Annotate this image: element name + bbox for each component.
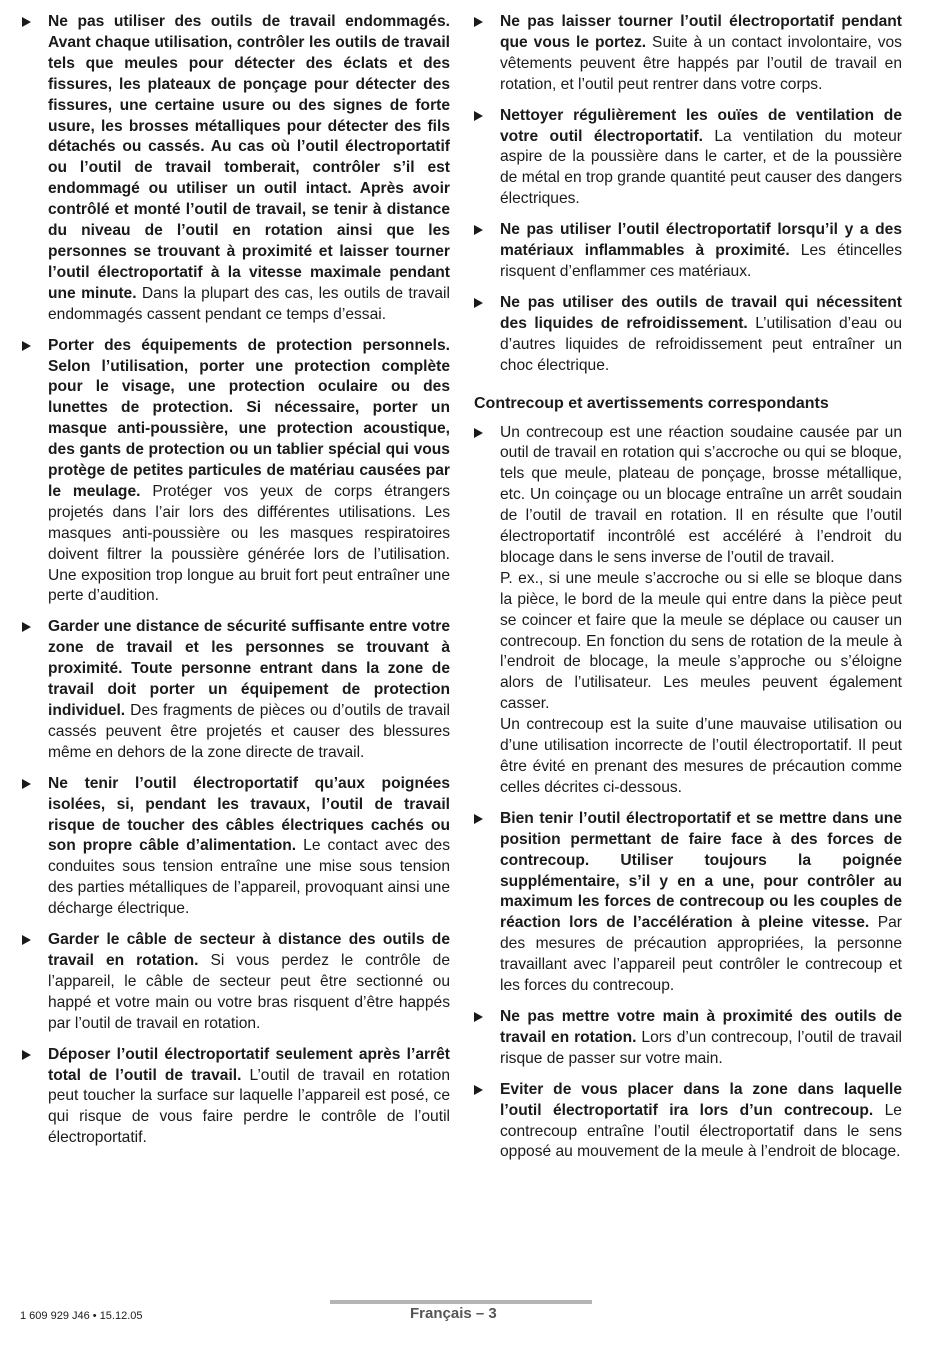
item-bold-text: Bien tenir l’outil électroportatif et se mettre dans une position permettant de faire face à des forces de contrecoup. Utiliser toujours la poignée supplémentaire, s’il y en a une, pour contrôler au maximum les forces de contrecoup ou les couples de réaction lors de l’accélération à pleine vitesse.	[500, 809, 902, 932]
list-item	[20, 336, 450, 608]
item-normal-text: Le contact avec des conduites sous tension entraîne une mise sous tension des parties métalliques de l’appareil, provoquant ainsi une décharge électrique.	[48, 837, 450, 918]
item-normal-text: Si vous perdez le contrôle de l’appareil, le câble de secteur peut être sectionné ou happé et votre main ou votre bras risquent d’être happés par l’outil de travail en rotation.	[48, 951, 450, 1032]
bullet-icon	[22, 622, 31, 632]
item-normal-text: Protéger vos yeux de corps étrangers projetés dans l’air lors des différentes utilisations. Les masques anti-poussière ou les masques respiratoires doivent filtrer la poussière générée lors de l’utilisation. Une exposition trop longue au bruit fort peut entraîner une perte d’audition.	[48, 482, 450, 605]
right-column	[472, 12, 902, 1173]
bullet-icon	[474, 814, 483, 824]
list-item	[20, 1045, 450, 1150]
kickback-paragraph: P. ex., si une meule s’accroche ou si elle se bloque dans la pièce, le bord de la meule qui entre dans la pièce peut se coincer et faire que la meule se déplace ou causer un contrecoup. En fonction du sens de rotation de la meule à l’endroit de blocage, la meule s’approche ou s’éloigne alors de l’utilisateur. Les meules peuvent également casser.	[500, 569, 902, 713]
list-item	[472, 809, 902, 997]
item-bold-text: Ne tenir l’outil électroportatif qu’aux poignées isolées, si, pendant les travaux, l’outil de travail risque de toucher des câbles électriques cachés ou son propre câble d’alimentation.	[48, 774, 450, 855]
list-item	[20, 617, 450, 763]
list-item	[472, 423, 902, 799]
item-bold-text: Ne pas utiliser l’outil électroportatif lorsqu’il y a des matériaux inflammables à proximité.	[500, 221, 902, 260]
item-normal-text: Par des mesures de précaution appropriées, la personne travaillant avec l’appareil peut contrôler le contrecoup et les forces du contrecoup.	[500, 914, 902, 995]
section-heading: Contrecoup et avertissements correspondants	[474, 394, 829, 412]
bullet-icon	[474, 428, 483, 438]
list-item	[472, 220, 902, 283]
item-normal-text: L’outil de travail en rotation peut toucher la surface sur laquelle l’appareil est posé, ce qui risque de vous faire perdre le contrôle de l’outil électroportatif.	[48, 1066, 450, 1147]
list-item	[20, 12, 450, 326]
bullet-icon	[474, 17, 483, 27]
kickback-paragraph: Un contrecoup est une réaction soudaine causée par un outil de travail en rotation qui s’accroche ou qui se bloque, tels que meule, plateau de ponçage, brosse métallique, etc. Un coinçage ou un blocage entraîne un arrêt soudain de l’outil de travail en rotation. Il en résulte que l’outil électroportatif incontrôlé est accéléré à l’endroit du blocage dans le sens inverse de l’outil de travail.	[500, 423, 902, 566]
item-normal-text: Suite à un contact involontaire, vos vêtements peuvent être happés par l’outil de travail en rotation, et l’outil peut rentrer dans votre corps.	[500, 33, 902, 93]
footer-divider	[330, 1300, 592, 1304]
item-normal-text: Le contrecoup entraîne l’outil électroportatif dans le sens opposé au mouvement de la meule à l’endroit de blocage.	[500, 1101, 902, 1161]
list-item	[472, 106, 902, 211]
kickback-paragraph: Un contrecoup est la suite d’une mauvaise utilisation ou d’une utilisation incorrecte de l’outil électroportatif. Il peut être évité en prenant des mesures de précaution comme celles décrites ci-dessous.	[500, 716, 902, 796]
item-bold-text: Ne pas laisser tourner l’outil électroportatif pendant que vous le portez.	[500, 13, 902, 51]
list-item	[20, 930, 450, 1035]
bullet-icon	[22, 779, 31, 789]
bullet-icon	[474, 225, 483, 235]
item-bold-text: Ne pas utiliser des outils de travail endommagés. Avant chaque utilisation, contrôler les outils de travail tels que meules pour détecter des éclats et des fissures, les plateaux de ponçage pour détecter des fissures, une certaine usure ou des signes de forte usure, les brosses métalliques pour détecter des fils détachés ou cassés. Au cas où l’outil électroportatif ou l’outil de travail tomberait, contrôler s’il est endommagé ou utiliser un outil intact. Après avoir contrôlé et monté l’outil de travail, se tenir à distance du niveau de l’outil en rotation ainsi que les personnes se trouvant à proximité et laisser tourner l’outil électroportatif à la vitesse maximale pendant une minute.	[48, 13, 450, 302]
bullet-icon	[22, 935, 31, 945]
list-item	[472, 293, 902, 377]
item-bold-text: Ne pas mettre votre main à proximité des outils de travail en rotation.	[500, 1007, 902, 1046]
bullet-icon	[22, 17, 31, 27]
item-normal-text: Lors d’un contrecoup, l’outil de travail risque de passer sur votre main.	[500, 1028, 902, 1067]
bullet-icon	[474, 1012, 483, 1022]
bullet-icon	[474, 111, 483, 121]
item-bold-text: Garder le câble de secteur à distance des outils de travail en rotation.	[48, 931, 450, 969]
list-item	[20, 774, 450, 920]
item-bold-text: Déposer l’outil électroportatif seulement après l’arrêt total de l’outil de travail.	[48, 1045, 450, 1084]
item-bold-text: Porter des équipements de protection personnels. Selon l’utilisation, porter une protection complète pour le visage, une protection oculaire ou des lunettes de protection. Si nécessaire, porter un masque anti-poussière, une protection acoustique, des gants de protection ou un tablier spécial qui vous protège de petites particules de matériau causées par le meulage.	[48, 336, 450, 500]
bullet-icon	[474, 298, 483, 308]
document-reference: 1 609 929 J46 • 15.12.05	[20, 1310, 143, 1322]
bullet-icon	[22, 1050, 31, 1060]
item-normal-text: Dans la plupart des cas, les outils de travail endommagés cassent pendant ce temps d’essai.	[48, 284, 450, 323]
list-item	[472, 12, 902, 96]
item-normal-text: Les étincelles risquent d’enflammer ces matériaux.	[500, 242, 902, 280]
list-item	[472, 1080, 902, 1164]
page-label: Français – 3	[410, 1305, 497, 1322]
item-bold-text: Eviter de vous placer dans la zone dans laquelle l’outil électroportatif ira lors d’un contrecoup.	[500, 1080, 902, 1119]
bullet-icon	[474, 1085, 483, 1095]
item-normal-text: La ventilation du moteur aspire de la poussière dans le carter, et de la poussière de métal en trop grande quantité peut causer des dangers électriques.	[500, 127, 902, 208]
left-column	[20, 12, 450, 1159]
item-normal-text: Des fragments de pièces ou d’outils de travail cassés peuvent être projetés et causer des blessures même en dehors de la zone directe de travail.	[48, 702, 450, 761]
item-bold-text: Ne pas utiliser des outils de travail qui nécessitent des liquides de refroidissement.	[500, 293, 902, 332]
list-item	[472, 1007, 902, 1070]
item-normal-text: L’utilisation d’eau ou d’autres liquides de refroidissement peut entraîner un choc électrique.	[500, 314, 902, 374]
item-bold-text: Nettoyer régulièrement les ouïes de ventilation de votre outil électroportatif.	[500, 106, 902, 145]
bullet-icon	[22, 341, 31, 351]
item-bold-text: Garder une distance de sécurité suffisante entre votre zone de travail et les personnes se trouvant à proximité. Toute personne entrant dans la zone de travail doit porter un équipement de protection individuel.	[48, 618, 450, 719]
